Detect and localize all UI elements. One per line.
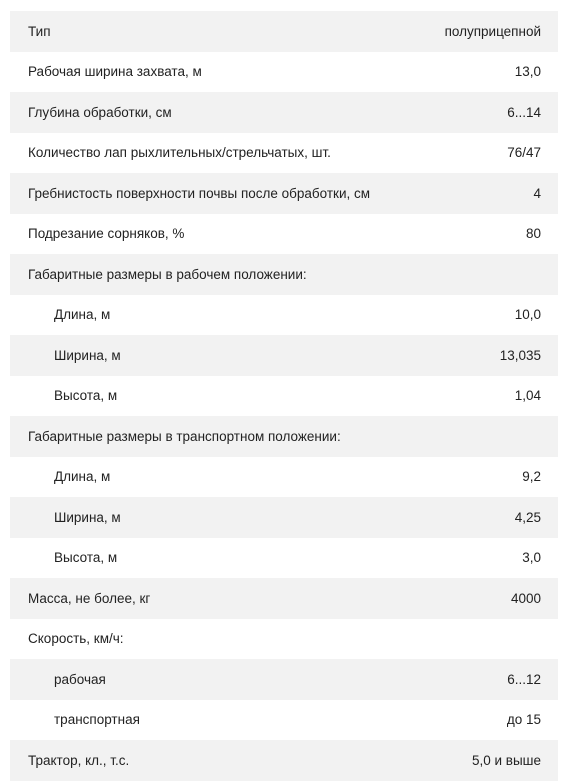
spec-label: Масса, не более, кг — [28, 590, 151, 606]
spec-row-transport-height — [10, 538, 558, 579]
spec-label: Ширина, м — [54, 347, 121, 363]
spec-row-working-dimensions-header — [10, 254, 558, 295]
spec-row-working-height — [10, 376, 558, 417]
spec-row-surface-ridging — [10, 173, 558, 214]
spec-value: 13,035 — [499, 347, 541, 363]
spec-value: 1,04 — [514, 388, 541, 403]
spec-value: 4000 — [510, 590, 541, 606]
spec-row-transport-length — [10, 457, 558, 498]
spec-label: Глубина обработки, см — [28, 104, 172, 120]
spec-row-working-length — [10, 295, 558, 336]
spec-value: 6...14 — [507, 104, 541, 120]
spec-label: Длина, м — [54, 469, 111, 484]
spec-value: 76/47 — [507, 145, 541, 160]
spec-row-tractor-class — [10, 740, 558, 781]
spec-label: Гребнистость поверхности почвы после обработки, см — [28, 185, 371, 201]
spec-row-weed-cutting — [10, 214, 558, 255]
spec-row-working-width — [10, 52, 558, 93]
spec-row-transport-width — [10, 497, 558, 538]
spec-label: Ширина, м — [54, 509, 121, 525]
spec-value: 4 — [533, 185, 541, 201]
spec-value: 6...12 — [507, 671, 541, 687]
spec-label: Высота, м — [54, 550, 118, 565]
spec-row-working-width-dim — [10, 335, 558, 376]
spec-label: Рабочая ширина захвата, м — [28, 64, 202, 79]
spec-value: 3,0 — [522, 550, 541, 565]
spec-value: 80 — [525, 226, 541, 241]
spec-group-label: Габаритные размеры в транспортном положении: — [28, 428, 341, 444]
spec-group-label: Габаритные размеры в рабочем положении: — [28, 266, 307, 282]
spec-row-mass — [10, 578, 558, 619]
spec-value: 13,0 — [514, 64, 541, 79]
spec-row-working-speed — [10, 659, 558, 700]
spec-label: Подрезание сорняков, % — [28, 226, 185, 241]
spec-value: 5,0 и выше — [471, 752, 541, 768]
spec-row-tine-count — [10, 133, 558, 174]
spec-row-type — [10, 11, 558, 52]
spec-value: 10,0 — [514, 307, 541, 322]
spec-value: до 15 — [506, 712, 541, 727]
spec-label: Высота, м — [54, 388, 118, 403]
spec-row-transport-dimensions-header — [10, 416, 558, 457]
spec-row-transport-speed — [10, 700, 558, 741]
spec-value: 9,2 — [522, 469, 541, 484]
spec-row-processing-depth — [10, 92, 558, 133]
spec-label: Тип — [28, 23, 51, 39]
spec-label: транспортная — [54, 712, 140, 727]
spec-value: 4,25 — [514, 509, 541, 525]
spec-group-label: Скорость, км/ч: — [28, 631, 124, 646]
spec-label: Длина, м — [54, 307, 111, 322]
spec-label: Количество лап рыхлительных/стрельчатых, шт. — [28, 145, 331, 160]
spec-row-speed-header — [10, 619, 558, 660]
spec-label: рабочая — [54, 671, 106, 687]
specifications-table — [10, 11, 558, 781]
spec-value: полуприцепной — [444, 23, 541, 39]
spec-label: Трактор, кл., т.с. — [28, 752, 130, 768]
